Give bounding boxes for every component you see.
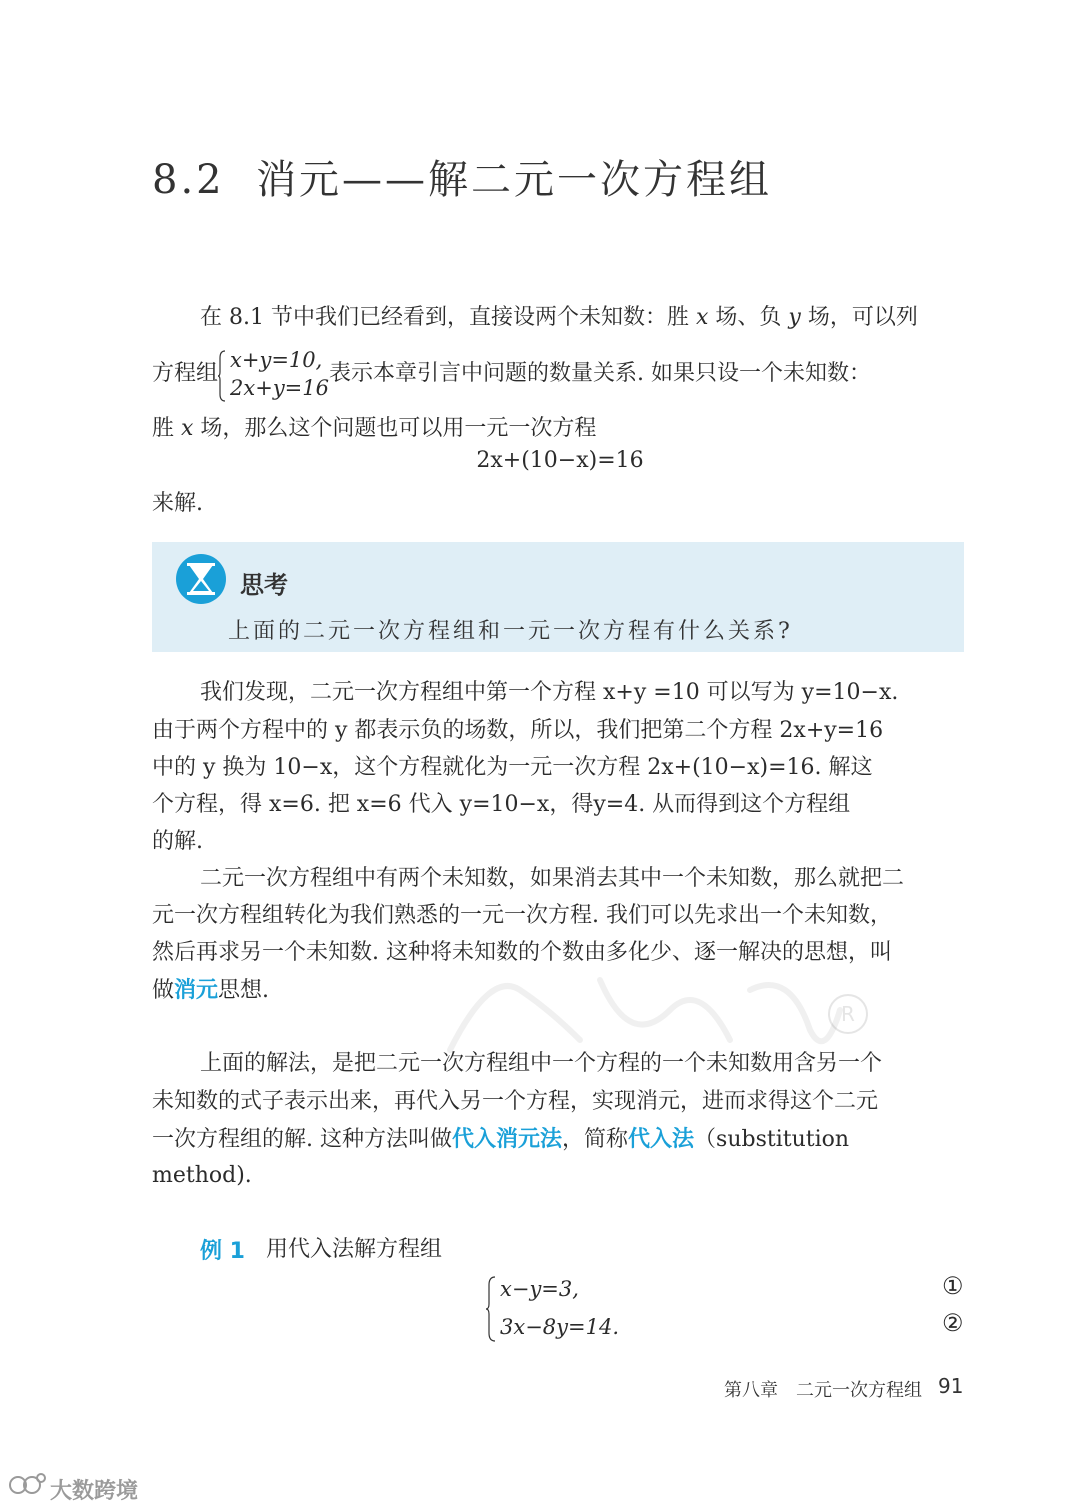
corner-watermark-text: 大数跨境 [50,1479,139,1504]
corner-logo-icon [8,1470,48,1500]
body-p3-line-2: 元一次方程组转化为我们熟悉的一元一次方程. 我们可以先求出一个未知数， [152,903,892,928]
intro-line-2: 方程组 x+y=10, 2x+y=16 表示本章引言中问题的数量关系. 如果只设一个未知数： [152,348,871,400]
example-eq-1: x−y=3, [500,1277,579,1301]
example-eq-2: 3x−8y=14. [500,1315,620,1339]
left-brace-icon [218,350,226,402]
body-p2-line-4: 个方程，得 x=6. 把 x=6 代入 y=10−x，得y=4. 从而得到这个方程组 [152,792,851,817]
footer-chapter: 第八章 二元一次方程组 [724,1380,922,1401]
section-number: 8.2 [152,157,225,203]
body-p4-line-4: method). [152,1163,252,1188]
left-brace-icon [486,1276,496,1342]
term-substitution: 代入法 [628,1126,695,1152]
equation-system-1 [218,346,329,402]
system-eq-1: x+y=10, [230,348,323,372]
system-eq-2: 2x+y=16 [230,376,329,400]
registered-mark-icon [826,992,870,1036]
think-title: 思考 [240,571,288,599]
body-p4-line-1: 上面的解法，是把二元一次方程组中一个方程的一个未知数用含另一个 [200,1051,883,1076]
body-p3-line-4: 做消元思想. [152,977,270,1003]
svg-text:R: R [841,1002,855,1026]
intro-line-end: 来解. [152,491,203,516]
hourglass-think-icon [175,553,227,605]
body-p4-line-2: 未知数的式子表示出来，再代入另一个方程，实现消元，进而求得这个二元 [152,1089,879,1114]
example-label: 例 1 [200,1239,245,1264]
equation-marker-1: ① [942,1272,964,1300]
equation-marker-2: ② [942,1309,964,1337]
section-heading [152,148,772,205]
body-p4-line-3: 一次方程组的解. 这种方法叫做代入消元法，简称代入法（substitution [152,1126,850,1152]
body-p2-line-1: 我们发现，二元一次方程组中第一个方程 x+y =10 可以写为 y=10−x. [200,680,899,705]
intro-line-3: 胜 x 场，那么这个问题也可以用一元一次方程 [152,416,597,441]
example-equation-system [486,1270,619,1346]
body-p3-line-3: 然后再求另一个未知数. 这种将未知数的个数由多化少、逐一解决的思想，叫 [152,940,892,965]
intro-line-1: 在 8.1 节中我们已经看到，直接设两个未知数：胜 x 场、负 y 场，可以列 [200,305,918,330]
body-p3-line-1: 二元一次方程组中有两个未知数，如果消去其中一个未知数，那么就把二 [200,866,905,891]
term-elimination: 消元 [174,977,219,1003]
body-p2-line-3: 中的 y 换为 10−x，这个方程就化为一元一次方程 2x+(10−x)=16. 解这 [152,755,873,780]
centered-equation: 2x+(10−x)=16 [476,448,644,473]
term-substitution-elimination: 代入消元法 [452,1126,563,1152]
section-title: 消元——解二元一次方程组 [256,157,773,203]
example-text: 用代入法解方程组 [266,1237,443,1262]
think-question: 上面的二元一次方程组和一元一次方程有什么关系? [228,619,793,644]
page-number: 91 [938,1374,964,1398]
body-p2-line-5: 的解. [152,829,203,854]
body-p2-line-2: 由于两个方程中的 y 都表示负的场数，所以，我们把第二个方程 2x+y=16 [152,718,884,743]
